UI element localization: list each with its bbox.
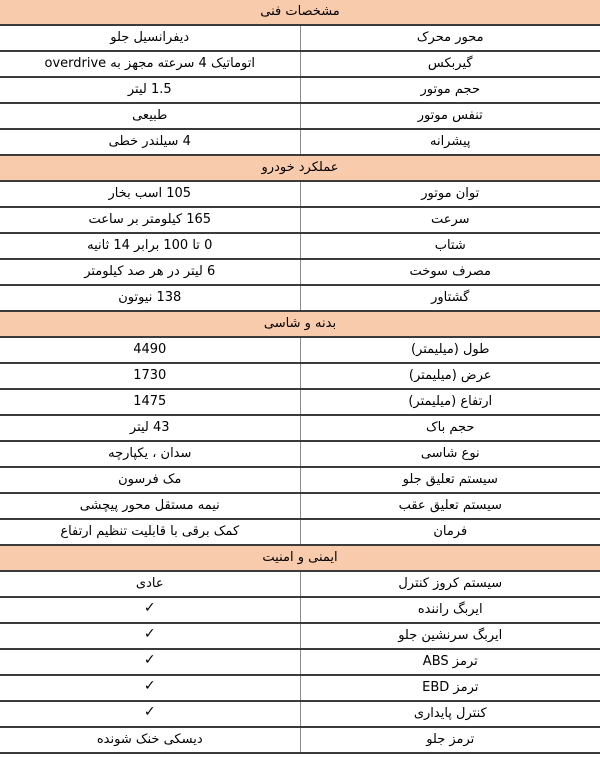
table-row [0, 441, 600, 467]
row-value: 105 اسب بخار [0, 181, 300, 207]
row-label: سیستم تعلیق جلو [300, 467, 600, 493]
row-label: توان موتور [300, 181, 600, 207]
checkmark-icon: ✓ [143, 704, 156, 720]
row-label: حجم باک [300, 415, 600, 441]
table-row [0, 77, 600, 103]
table-row [0, 675, 600, 701]
section-header-body-chassis [0, 311, 600, 337]
row-value: نیمه مستقل محور پیچشی [0, 493, 300, 519]
table-row [0, 597, 600, 623]
row-value: مک فرسون [0, 467, 300, 493]
table-row [0, 519, 600, 545]
table-row [0, 259, 600, 285]
table-row [0, 233, 600, 259]
row-label: سرعت [300, 207, 600, 233]
row-value: 1475 [0, 389, 300, 415]
row-label: گیربکس [300, 51, 600, 77]
table-row [0, 727, 600, 753]
row-label: حجم موتور [300, 77, 600, 103]
row-value: 1730 [0, 363, 300, 389]
row-label: گشتاور [300, 285, 600, 311]
table-row [0, 103, 600, 129]
row-label: تنفس موتور [300, 103, 600, 129]
row-label: فرمان [300, 519, 600, 545]
section-title: مشخصات فنی [0, 0, 600, 25]
row-value: اتوماتیک 4 سرعته مجهز به overdrive [0, 51, 300, 77]
table-row [0, 389, 600, 415]
row-label: کنترل پایداری [300, 701, 600, 727]
row-label: پیشرانه [300, 129, 600, 155]
table-row [0, 571, 600, 597]
row-label: ایربگ راننده [300, 597, 600, 623]
table-row [0, 337, 600, 363]
row-value: 4490 [0, 337, 300, 363]
section-title: ایمنی و امنیت [0, 545, 600, 571]
row-label: مصرف سوخت [300, 259, 600, 285]
section-title: عملکرد خودرو [0, 155, 600, 181]
row-value: کمک برقی با قابلیت تنظیم ارتفاع [0, 519, 300, 545]
section-header-safety-security [0, 545, 600, 571]
row-value: 6 لیتر در هر صد کیلومتر [0, 259, 300, 285]
table-row [0, 181, 600, 207]
row-value: 4 سیلندر خطی [0, 129, 300, 155]
table-row [0, 701, 600, 727]
row-label: نوع شاسی [300, 441, 600, 467]
table-row [0, 25, 600, 51]
checkmark-icon: ✓ [143, 600, 156, 616]
checkmark-icon: ✓ [143, 678, 156, 694]
section-title: بدنه و شاسی [0, 311, 600, 337]
row-value: 165 کیلومتر بر ساعت [0, 207, 300, 233]
section-header-performance [0, 155, 600, 181]
row-label: شتاب [300, 233, 600, 259]
table-row [0, 623, 600, 649]
table-row [0, 51, 600, 77]
row-label: ترمز ABS [300, 649, 600, 675]
row-label: ایربگ سرنشین جلو [300, 623, 600, 649]
row-label: سیستم کروز کنترل [300, 571, 600, 597]
row-label: ترمز جلو [300, 727, 600, 753]
row-label: عرض (میلیمتر) [300, 363, 600, 389]
row-value: دیسکی خنک شونده [0, 727, 300, 753]
table-row [0, 649, 600, 675]
row-value: 43 لیتر [0, 415, 300, 441]
table-row [0, 493, 600, 519]
checkmark-icon: ✓ [143, 652, 156, 668]
table-row [0, 207, 600, 233]
table-row [0, 415, 600, 441]
row-label: طول (میلیمتر) [300, 337, 600, 363]
row-value: 138 نیوتون [0, 285, 300, 311]
row-label: ارتفاع (میلیمتر) [300, 389, 600, 415]
table-row [0, 363, 600, 389]
row-value: عادی [0, 571, 300, 597]
row-value: طبیعی [0, 103, 300, 129]
section-header-technical [0, 0, 600, 25]
table-row [0, 285, 600, 311]
checkmark-icon: ✓ [143, 626, 156, 642]
row-value: سدان ، یکپارچه [0, 441, 300, 467]
row-label: سیستم تعلیق عقب [300, 493, 600, 519]
table-row [0, 467, 600, 493]
row-value: 0 تا 100 برابر 14 ثانیه [0, 233, 300, 259]
row-value: دیفرانسیل جلو [0, 25, 300, 51]
row-label: محور محرک [300, 25, 600, 51]
row-label: ترمز EBD [300, 675, 600, 701]
row-value: 1.5 لیتر [0, 77, 300, 103]
table-row [0, 129, 600, 155]
